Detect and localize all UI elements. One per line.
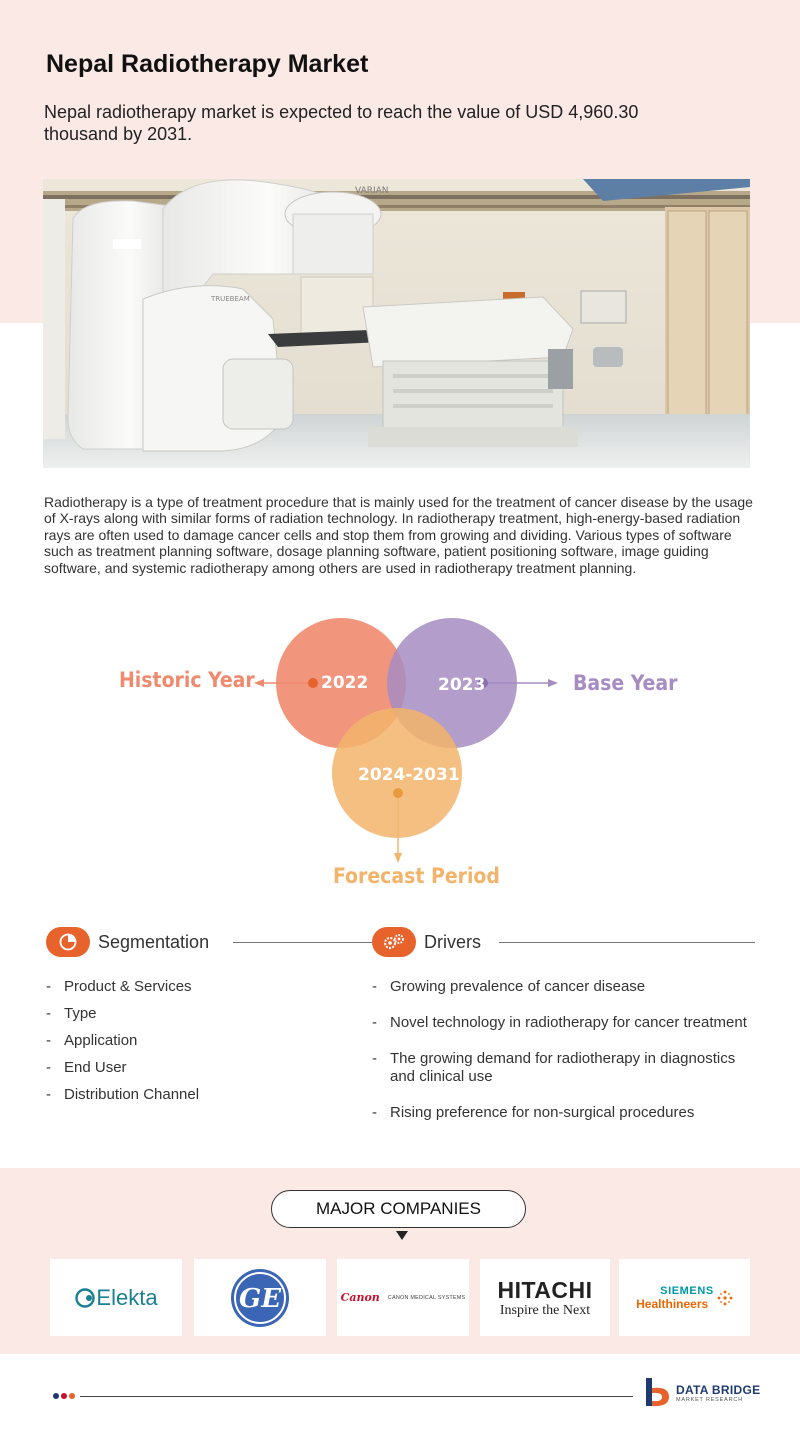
base-year-label: Base Year — [573, 671, 678, 695]
page-title: Nepal Radiotherapy Market — [46, 50, 369, 78]
segmentation-list — [46, 978, 199, 1113]
base-arrow-icon — [548, 679, 558, 687]
drivers-header — [372, 927, 481, 957]
radiotherapy-room-photo — [43, 179, 750, 468]
logo-ge — [194, 1259, 326, 1336]
elekta-text: Elekta — [96, 1284, 158, 1310]
logo-siemens-healthineers — [619, 1259, 750, 1336]
svg-text:GE: GE — [238, 1283, 282, 1314]
footer-dot — [61, 1393, 67, 1399]
segmentation-divider — [233, 942, 375, 943]
siemens-brand: SIEMENS — [660, 1284, 714, 1297]
forecast-period-label: Forecast Period — [333, 864, 500, 888]
gears-icon — [372, 927, 416, 957]
machine-brand-text: VARIAN — [355, 186, 389, 196]
drivers-divider — [499, 942, 755, 943]
segmentation-title: Segmentation — [98, 931, 210, 952]
list-item: - Type — [46, 1005, 199, 1032]
list-item: - Rising preference for non-surgical procedures — [372, 1104, 752, 1122]
hitachi-tagline: Inspire the Next — [499, 1302, 591, 1318]
timeline-venn-diagram — [0, 610, 800, 910]
pie-chart-icon — [46, 927, 90, 957]
historic-year-value: 2022 — [321, 673, 369, 693]
footer-dot — [53, 1393, 59, 1399]
list-item: - End User — [46, 1059, 199, 1086]
hitachi-brand: HITACHI — [497, 1276, 593, 1303]
list-item: - Application — [46, 1032, 199, 1059]
list-item: - The growing demand for radiotherapy in diagnostics and clinical use — [372, 1050, 752, 1086]
canon-brand: Canon — [340, 1291, 380, 1304]
drivers-title: Drivers — [424, 931, 481, 952]
down-arrow-icon — [396, 1231, 408, 1240]
drivers-list — [372, 978, 752, 1140]
market-summary: Nepal radiotherapy market is expected to reach the value of USD 4,960.30 thousand by 2031. — [44, 102, 639, 144]
forecast-period-value: 2024-2031 — [358, 765, 460, 785]
list-item: - Distribution Channel — [46, 1086, 199, 1113]
radiotherapy-description: Radiotherapy is a type of treatment procedure that is mainly used for the treatment of cancer disease by the usage of X-rays along with similar forms of radiation technology. In radiotherapy treatment, high-energy-based radiation rays are often used to damage cancer cells and stop them from growing and dividing. Various types of software such as treatment planning software, dosage planning software, patient positioning software, image guiding software, and systemic radiotherapy among others are used in radiotherapy treatment planning. — [44, 494, 753, 576]
data-bridge-mark-icon — [643, 1376, 673, 1410]
footer-divider — [80, 1396, 633, 1397]
canon-division: CANON MEDICAL SYSTEMS — [387, 1294, 466, 1301]
list-item: - Product & Services — [46, 978, 199, 1005]
elekta-mark-icon — [74, 1286, 96, 1310]
logo-canon — [337, 1259, 469, 1336]
segmentation-header — [46, 927, 209, 957]
ge-monogram-icon — [229, 1267, 291, 1329]
machine-model-text: TRUEBEAM — [211, 295, 250, 303]
data-bridge-tagline: MARKET RESEARCH — [676, 1397, 743, 1403]
data-bridge-brand: DATA BRIDGE — [676, 1383, 761, 1397]
data-bridge-logo — [643, 1376, 760, 1410]
logo-elekta — [50, 1259, 182, 1336]
historic-year-label: Historic Year — [119, 668, 255, 692]
base-year-value: 2023 — [438, 675, 486, 695]
footer-dot — [69, 1393, 75, 1399]
major-companies-title: MAJOR COMPANIES — [271, 1190, 526, 1228]
list-item: - Novel technology in radiotherapy for cancer treatment — [372, 1014, 752, 1032]
siemens-division: Healthineers — [636, 1296, 709, 1311]
historic-arrow-icon — [254, 679, 264, 687]
logo-hitachi — [480, 1259, 610, 1336]
forecast-arrow-icon — [394, 853, 402, 863]
healthineers-dots-icon — [717, 1290, 733, 1306]
list-item: - Growing prevalence of cancer disease — [372, 978, 752, 996]
